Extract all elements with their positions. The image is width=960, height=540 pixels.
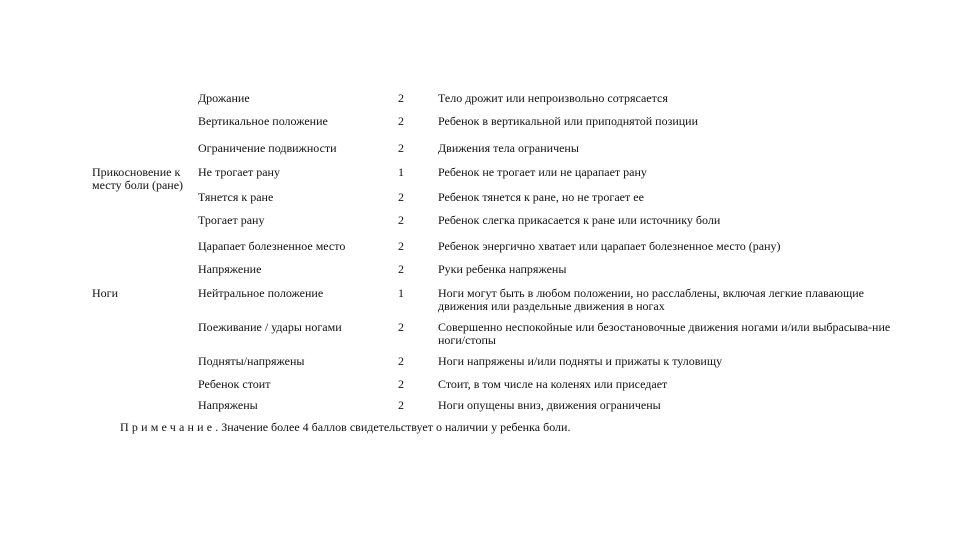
description-cell: Ребенок энергично хватает или царапает болезненное место (рану) bbox=[438, 239, 781, 253]
description-cell: Ребенок слегка прикасается к ране или источнику боли bbox=[438, 213, 721, 227]
score-cell: 2 bbox=[398, 377, 404, 391]
score-cell: 2 bbox=[398, 398, 404, 412]
description-cell: Ноги опущены вниз, движения ограничены bbox=[438, 398, 661, 412]
description-cell: Руки ребенка напряжены bbox=[438, 262, 567, 276]
score-cell: 1 bbox=[398, 286, 404, 300]
behavior-cell: Подняты/напряжены bbox=[198, 354, 305, 368]
description-cell: Тело дрожит или непроизвольно сотрясается bbox=[438, 91, 668, 105]
category-cell: Ноги bbox=[92, 286, 119, 300]
score-cell: 2 bbox=[398, 354, 404, 368]
behavior-cell: Вертикальное положение bbox=[198, 114, 328, 128]
behavior-cell: Напряжение bbox=[198, 262, 262, 276]
score-cell: 2 bbox=[398, 141, 404, 155]
description-cell: Совершенно неспокойные или безостановочные движения ногами и/или выбрасыва-ние ноги/стопы bbox=[438, 320, 891, 347]
description-cell: Ноги могут быть в любом положении, но расслаблены, включая легкие плавающие движения или раздельные движения в ногах bbox=[438, 286, 864, 313]
score-cell: 2 bbox=[398, 320, 404, 334]
behavior-cell: Трогает рану bbox=[198, 213, 265, 227]
behavior-cell: Не трогает рану bbox=[198, 165, 280, 179]
score-cell: 2 bbox=[398, 262, 404, 276]
behavior-cell: Дрожание bbox=[198, 91, 250, 105]
description-cell: Ноги напряжены и/или подняты и прижаты к туловищу bbox=[438, 354, 723, 368]
footnote-label: Примечание bbox=[120, 420, 216, 434]
description-cell: Ребенок не трогает или не царапает рану bbox=[438, 165, 647, 179]
description-cell: Ребенок тянется к ране, но не трогает ее bbox=[438, 190, 644, 204]
behavior-cell: Царапает болезненное место bbox=[198, 239, 346, 253]
score-cell: 2 bbox=[398, 91, 404, 105]
score-cell: 2 bbox=[398, 114, 404, 128]
category-cell: Прикосновение к месту боли (ране) bbox=[92, 165, 184, 192]
behavior-cell: Напряжены bbox=[198, 398, 258, 412]
behavior-cell: Тянется к ране bbox=[198, 190, 274, 204]
description-cell: Стоит, в том числе на коленях или приседает bbox=[438, 377, 668, 391]
description-cell: Ребенок в вертикальной или приподнятой позиции bbox=[438, 114, 699, 128]
footnote-text: . Значение более 4 баллов свидетельствует о наличии у ребенка боли. bbox=[215, 420, 571, 434]
score-cell: 2 bbox=[398, 213, 404, 227]
description-cell: Движения тела ограничены bbox=[438, 141, 579, 155]
score-cell: 1 bbox=[398, 165, 404, 179]
behavior-cell: Нейтральное положение bbox=[198, 286, 324, 300]
behavior-cell: Поеживание / удары ногами bbox=[198, 320, 342, 334]
behavior-cell: Ребенок стоит bbox=[198, 377, 271, 391]
footnote bbox=[120, 421, 900, 434]
score-cell: 2 bbox=[398, 190, 404, 204]
behavior-cell: Ограничение подвижности bbox=[198, 141, 337, 155]
score-cell: 2 bbox=[398, 239, 404, 253]
